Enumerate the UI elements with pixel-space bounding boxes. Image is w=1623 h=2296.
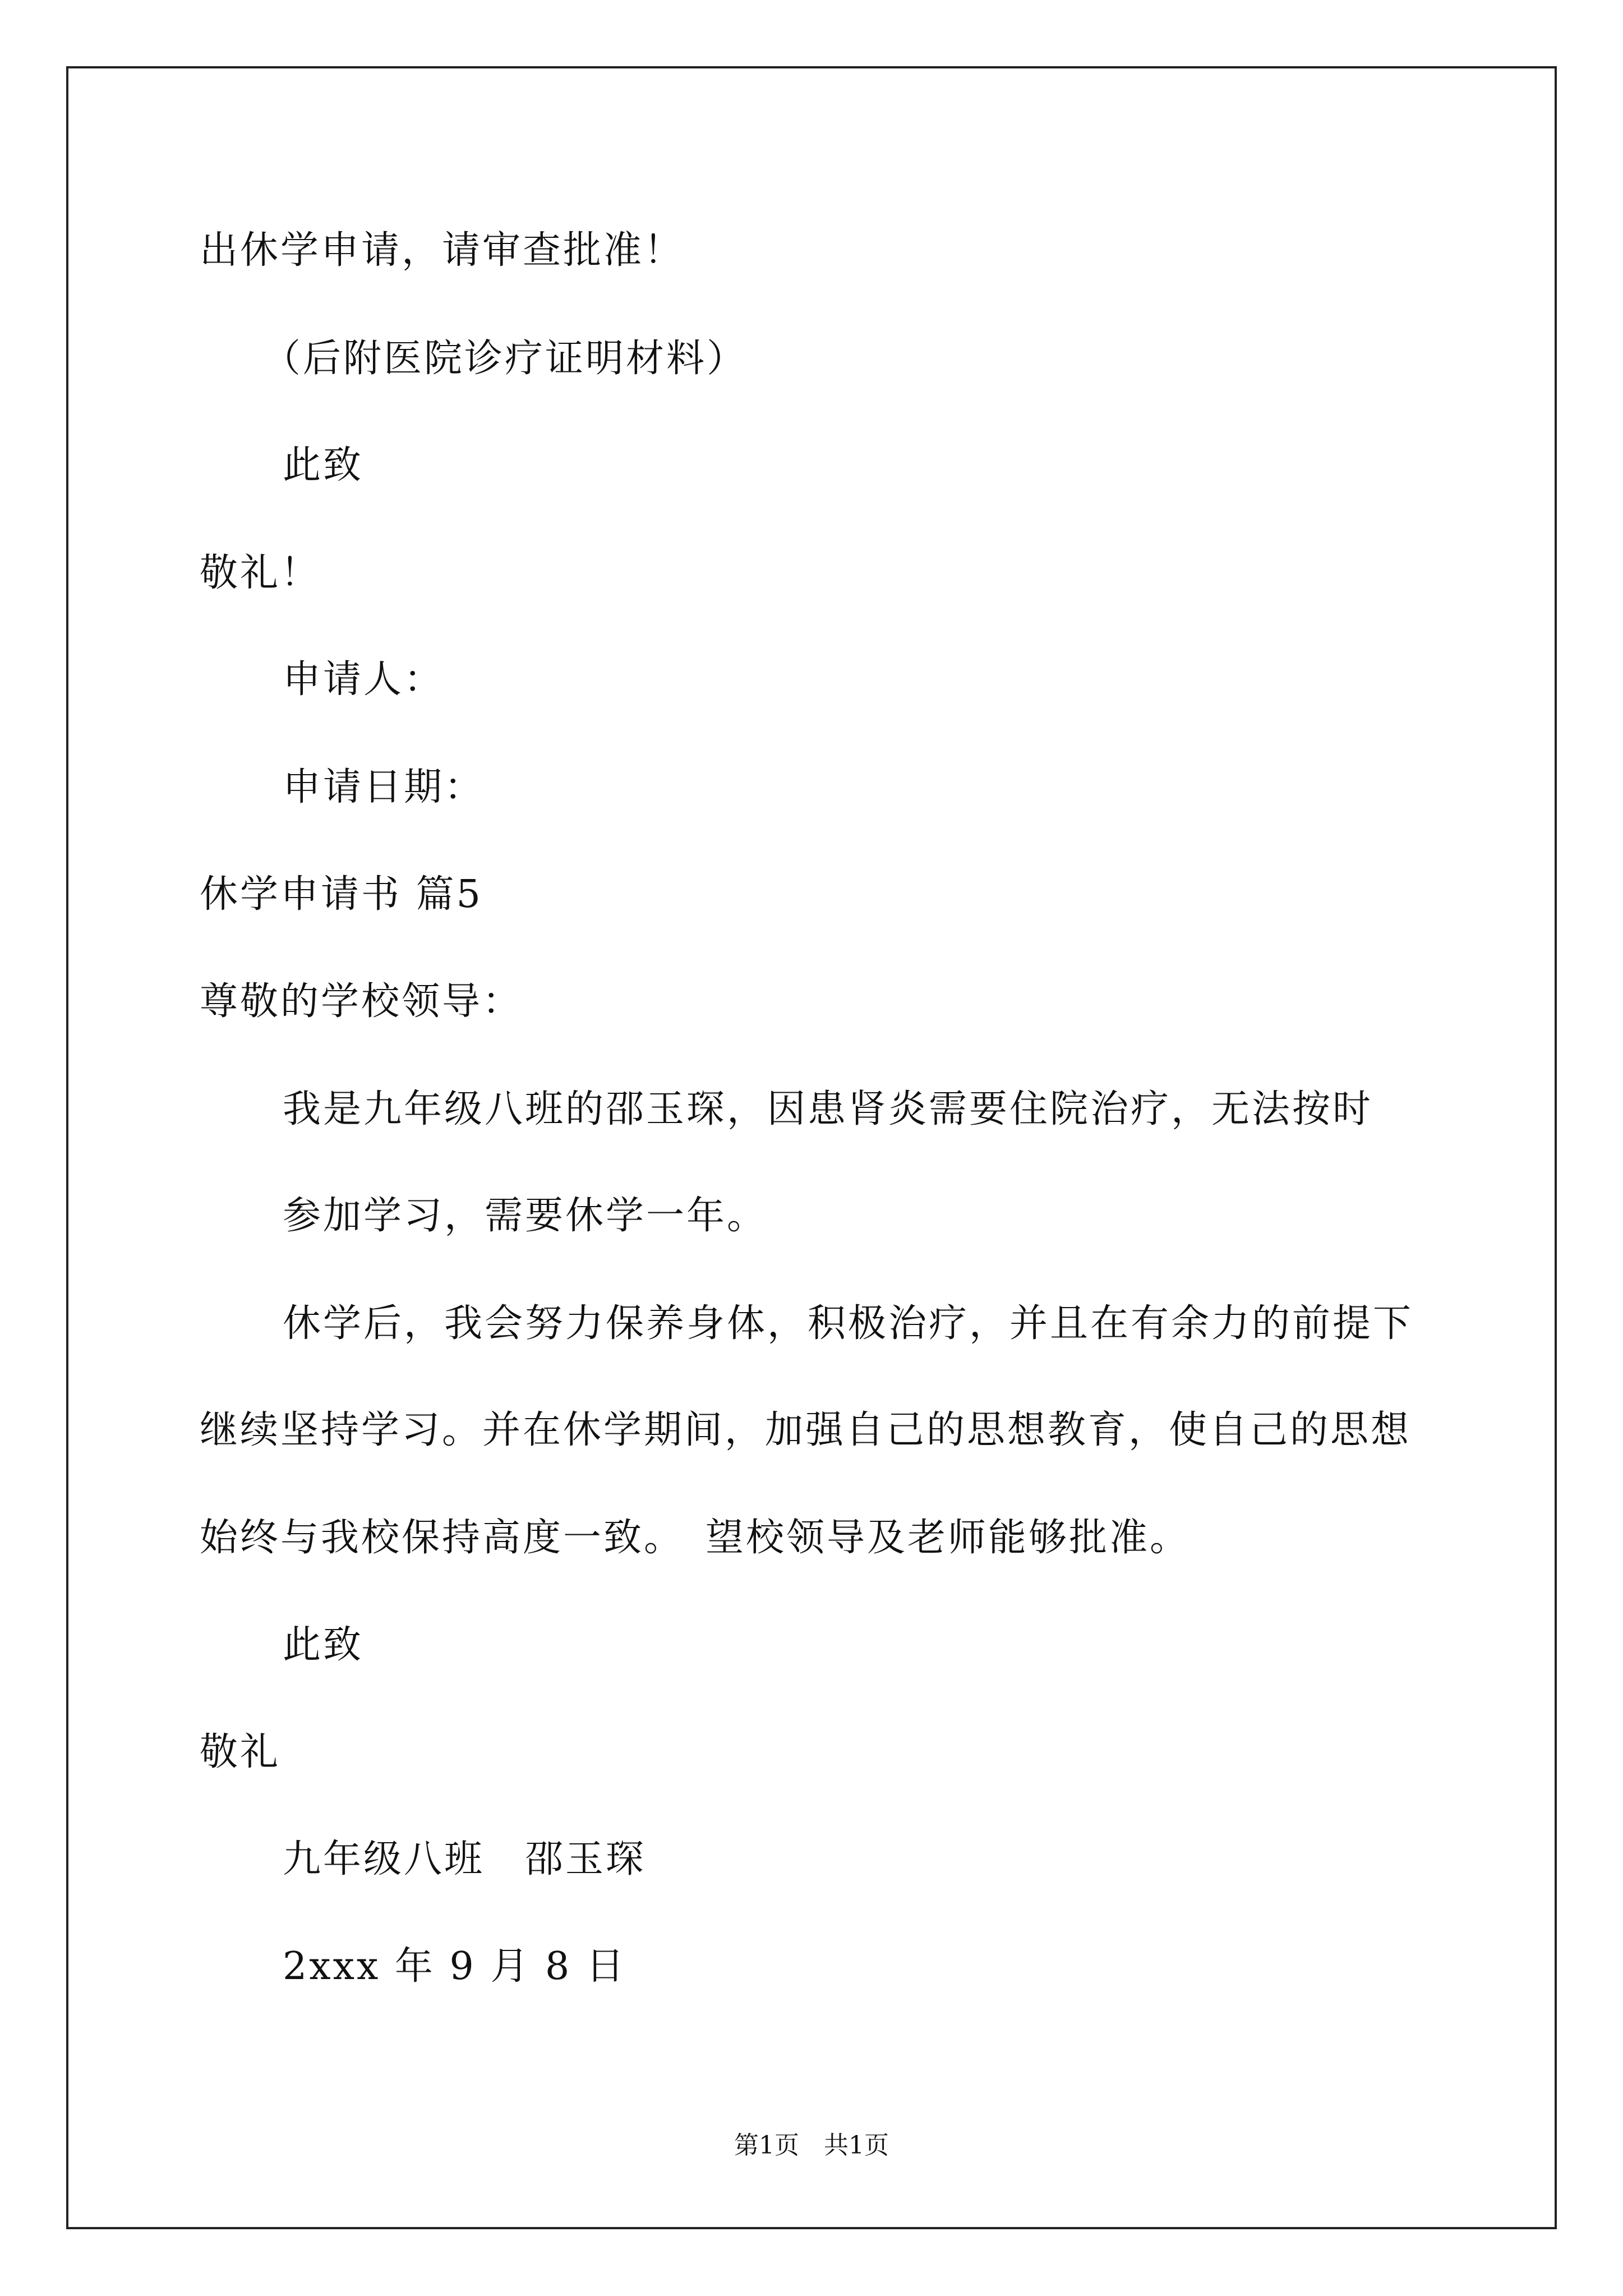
text-line-greeting: 尊敬的学校领导： xyxy=(200,979,523,1024)
text-line-body-3: 休学后，我会努力保养身体，积极治疗，并且在有余力的前提下 xyxy=(283,1301,1414,1346)
page-border xyxy=(66,66,1557,2229)
text-line-closing-1: 此致 xyxy=(283,443,364,487)
text-line-attachment-note: （后附医院诊疗证明材料） xyxy=(262,337,748,381)
text-line-closing-2: 此致 xyxy=(283,1623,364,1667)
text-line-application-date: 申请日期： xyxy=(283,765,485,809)
text-line-body-2: 参加学习，需要休学一年。 xyxy=(283,1194,768,1238)
text-line-applicant: 申请人： xyxy=(283,657,445,702)
text-line-salute-1: 敬礼！ xyxy=(200,551,321,595)
text-line-salute-2: 敬礼 xyxy=(200,1730,281,1774)
text-line-date: 2xxx 年 9 月 8 日 xyxy=(283,1944,626,1989)
text-line-approval-request: 出休学申请，请审查批准！ xyxy=(200,228,685,273)
text-line-body-4: 继续坚持学习。并在休学期间，加强自己的思想教育，使自己的思想 xyxy=(200,1408,1412,1452)
text-line-signature: 九年级八班 邵玉琛 xyxy=(283,1837,647,1881)
text-line-body-5: 始终与我校保持高度一致。 望校领导及老师能够批准。 xyxy=(200,1516,1191,1560)
page-footer: 第1页 共1页 xyxy=(734,2131,889,2160)
section-heading: 休学申请书 篇5 xyxy=(200,872,483,917)
text-line-body-1: 我是九年级八班的邵玉琛，因患肾炎需要住院治疗，无法按时 xyxy=(283,1087,1373,1131)
